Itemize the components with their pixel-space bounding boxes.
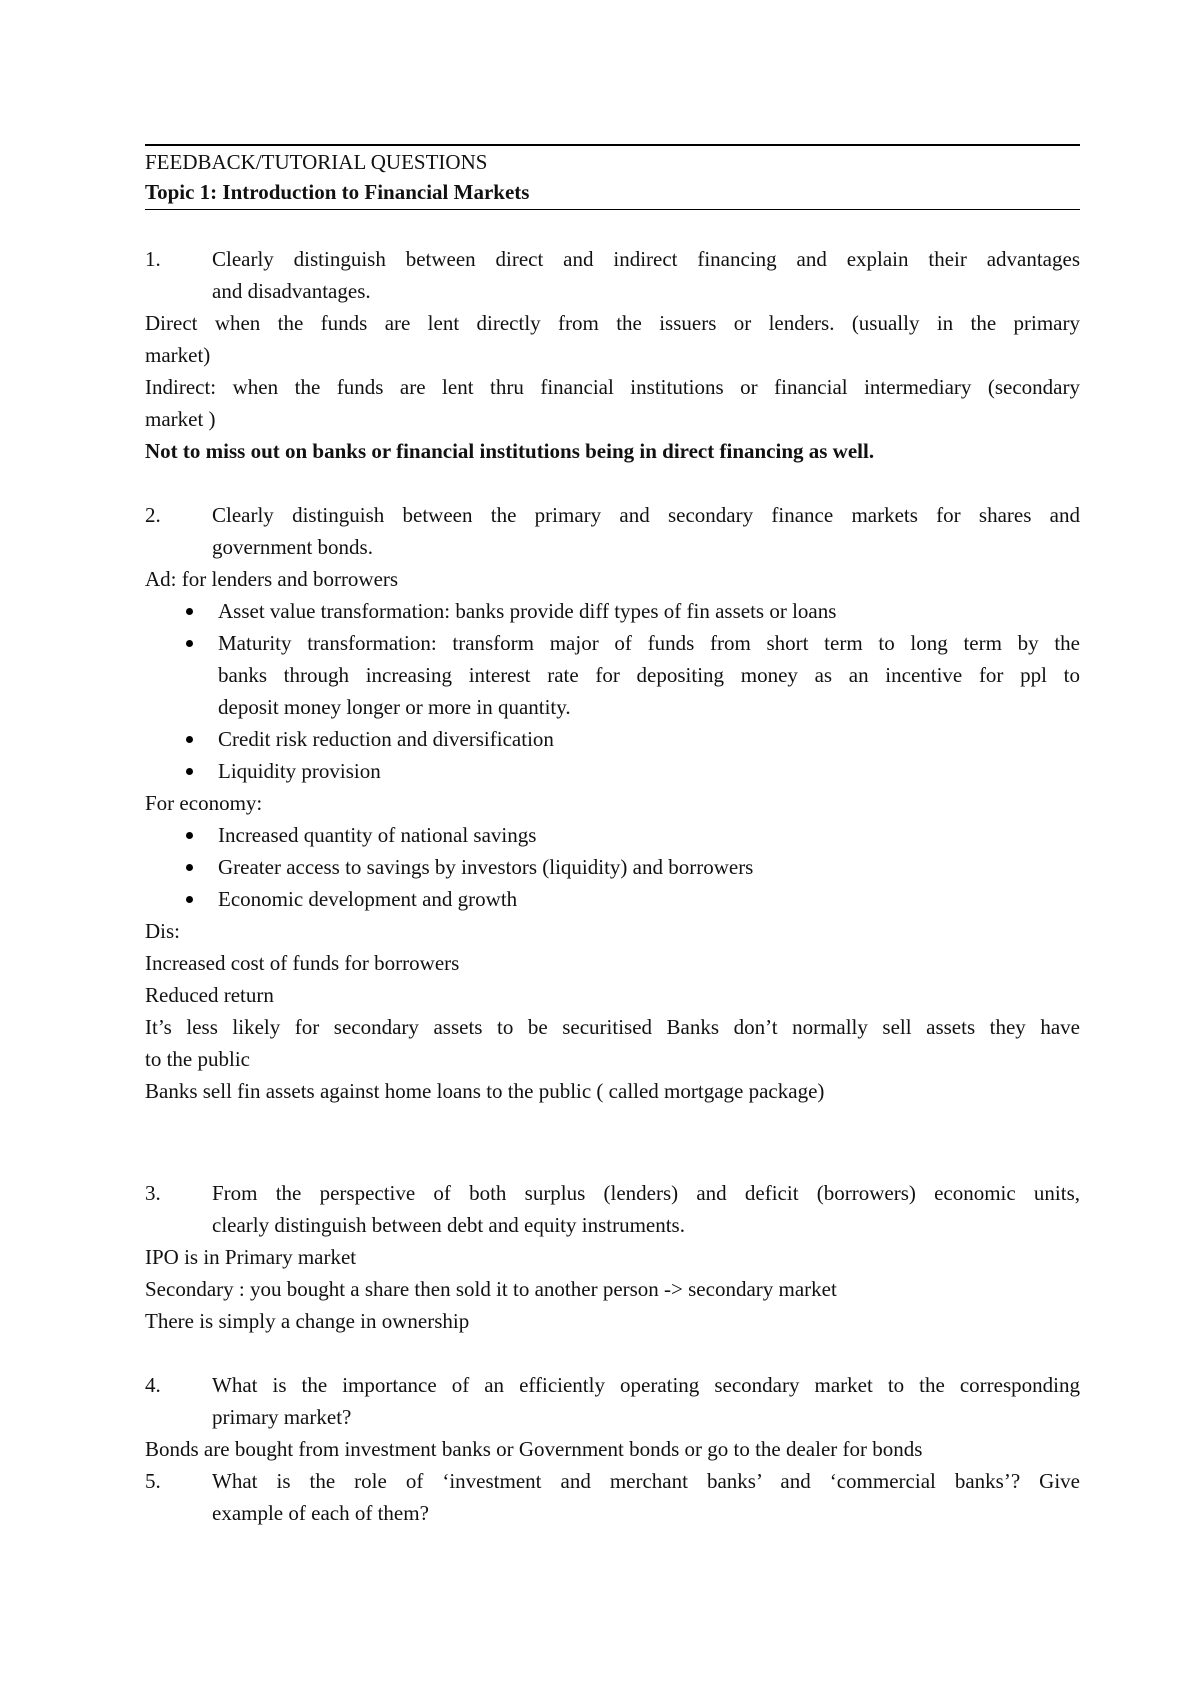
document-title: FEEDBACK/TUTORIAL QUESTIONS	[145, 150, 488, 174]
question-2-number: 2.	[145, 503, 161, 527]
question-3-text: From the perspective of both surplus (lenders) and deficit (borrowers) economic units,	[212, 1181, 1080, 1205]
bullet-dot	[186, 608, 193, 615]
question-1-text-cont: and disadvantages.	[212, 279, 371, 303]
answer-line: Banks sell fin assets against home loans to the public ( called mortgage package)	[145, 1079, 825, 1103]
answer-line: market )	[145, 407, 216, 431]
bullet-item-cont: banks through increasing interest rate for depositing money as an incentive for ppl to	[218, 663, 1080, 687]
bullet-dot	[186, 832, 193, 839]
question-4-text: What is the importance of an efficiently operating secondary market to the corresponding	[212, 1373, 1080, 1397]
answer-line: Direct when the funds are lent directly from the issuers or lenders. (usually in the primary	[145, 311, 1080, 335]
advantages-heading: Ad: for lenders and borrowers	[145, 567, 399, 591]
question-2-text: Clearly distinguish between the primary and secondary finance markets for shares and	[212, 503, 1080, 527]
answer-line: market)	[145, 343, 211, 367]
answer-line: Bonds are bought from investment banks or Government bonds or go to the dealer for bonds	[145, 1437, 923, 1461]
question-1-number: 1.	[145, 247, 161, 271]
disadvantages-heading: Dis:	[145, 919, 181, 943]
bullet-dot	[186, 736, 193, 743]
question-3-number: 3.	[145, 1181, 161, 1205]
question-5-number: 5.	[145, 1469, 161, 1493]
bullet-dot	[186, 768, 193, 775]
question-3-text-cont: clearly distinguish between debt and equity instruments.	[212, 1213, 685, 1237]
question-2-text-cont: government bonds.	[212, 535, 373, 559]
answer-line: Increased cost of funds for borrowers	[145, 951, 460, 975]
bullet-dot	[186, 896, 193, 903]
header-bottom-rule	[145, 209, 1080, 210]
question-1-text: Clearly distinguish between direct and indirect financing and explain their advantages	[212, 247, 1080, 271]
header-top-rule	[145, 144, 1080, 146]
bullet-item-cont: deposit money longer or more in quantity.	[218, 695, 571, 719]
topic-heading: Topic 1: Introduction to Financial Markets	[145, 180, 530, 204]
bullet-item: Maturity transformation: transform major of funds from short term to long term by the	[218, 631, 1080, 655]
bullet-dot	[186, 640, 193, 647]
answer-line: Secondary : you bought a share then sold it to another person -> secondary market	[145, 1277, 837, 1301]
economy-heading: For economy:	[145, 791, 263, 815]
bullet-item: Greater access to savings by investors (liquidity) and borrowers	[218, 855, 754, 879]
bullet-item: Liquidity provision	[218, 759, 381, 783]
answer-line: IPO is in Primary market	[145, 1245, 357, 1269]
answer-line: It’s less likely for secondary assets to be securitised Banks don’t normally sell assets they have	[145, 1015, 1080, 1039]
bullet-item: Increased quantity of national savings	[218, 823, 537, 847]
answer-line: Reduced return	[145, 983, 274, 1007]
bullet-dot	[186, 864, 193, 871]
answer-line: to the public	[145, 1047, 250, 1071]
question-4-text-cont: primary market?	[212, 1405, 352, 1429]
answer-line: Indirect: when the funds are lent thru financial institutions or financial intermediary (secondary	[145, 375, 1080, 399]
bullet-item: Credit risk reduction and diversification	[218, 727, 554, 751]
bullet-item: Economic development and growth	[218, 887, 518, 911]
question-4-number: 4.	[145, 1373, 161, 1397]
question-5-text: What is the role of ‘investment and merchant banks’ and ‘commercial banks’? Give	[212, 1469, 1080, 1493]
question-5-text-cont: example of each of them?	[212, 1501, 429, 1525]
bullet-item: Asset value transformation: banks provide diff types of fin assets or loans	[218, 599, 837, 623]
answer-line: There is simply a change in ownership	[145, 1309, 470, 1333]
bold-note: Not to miss out on banks or financial institutions being in direct financing as well.	[145, 439, 875, 463]
